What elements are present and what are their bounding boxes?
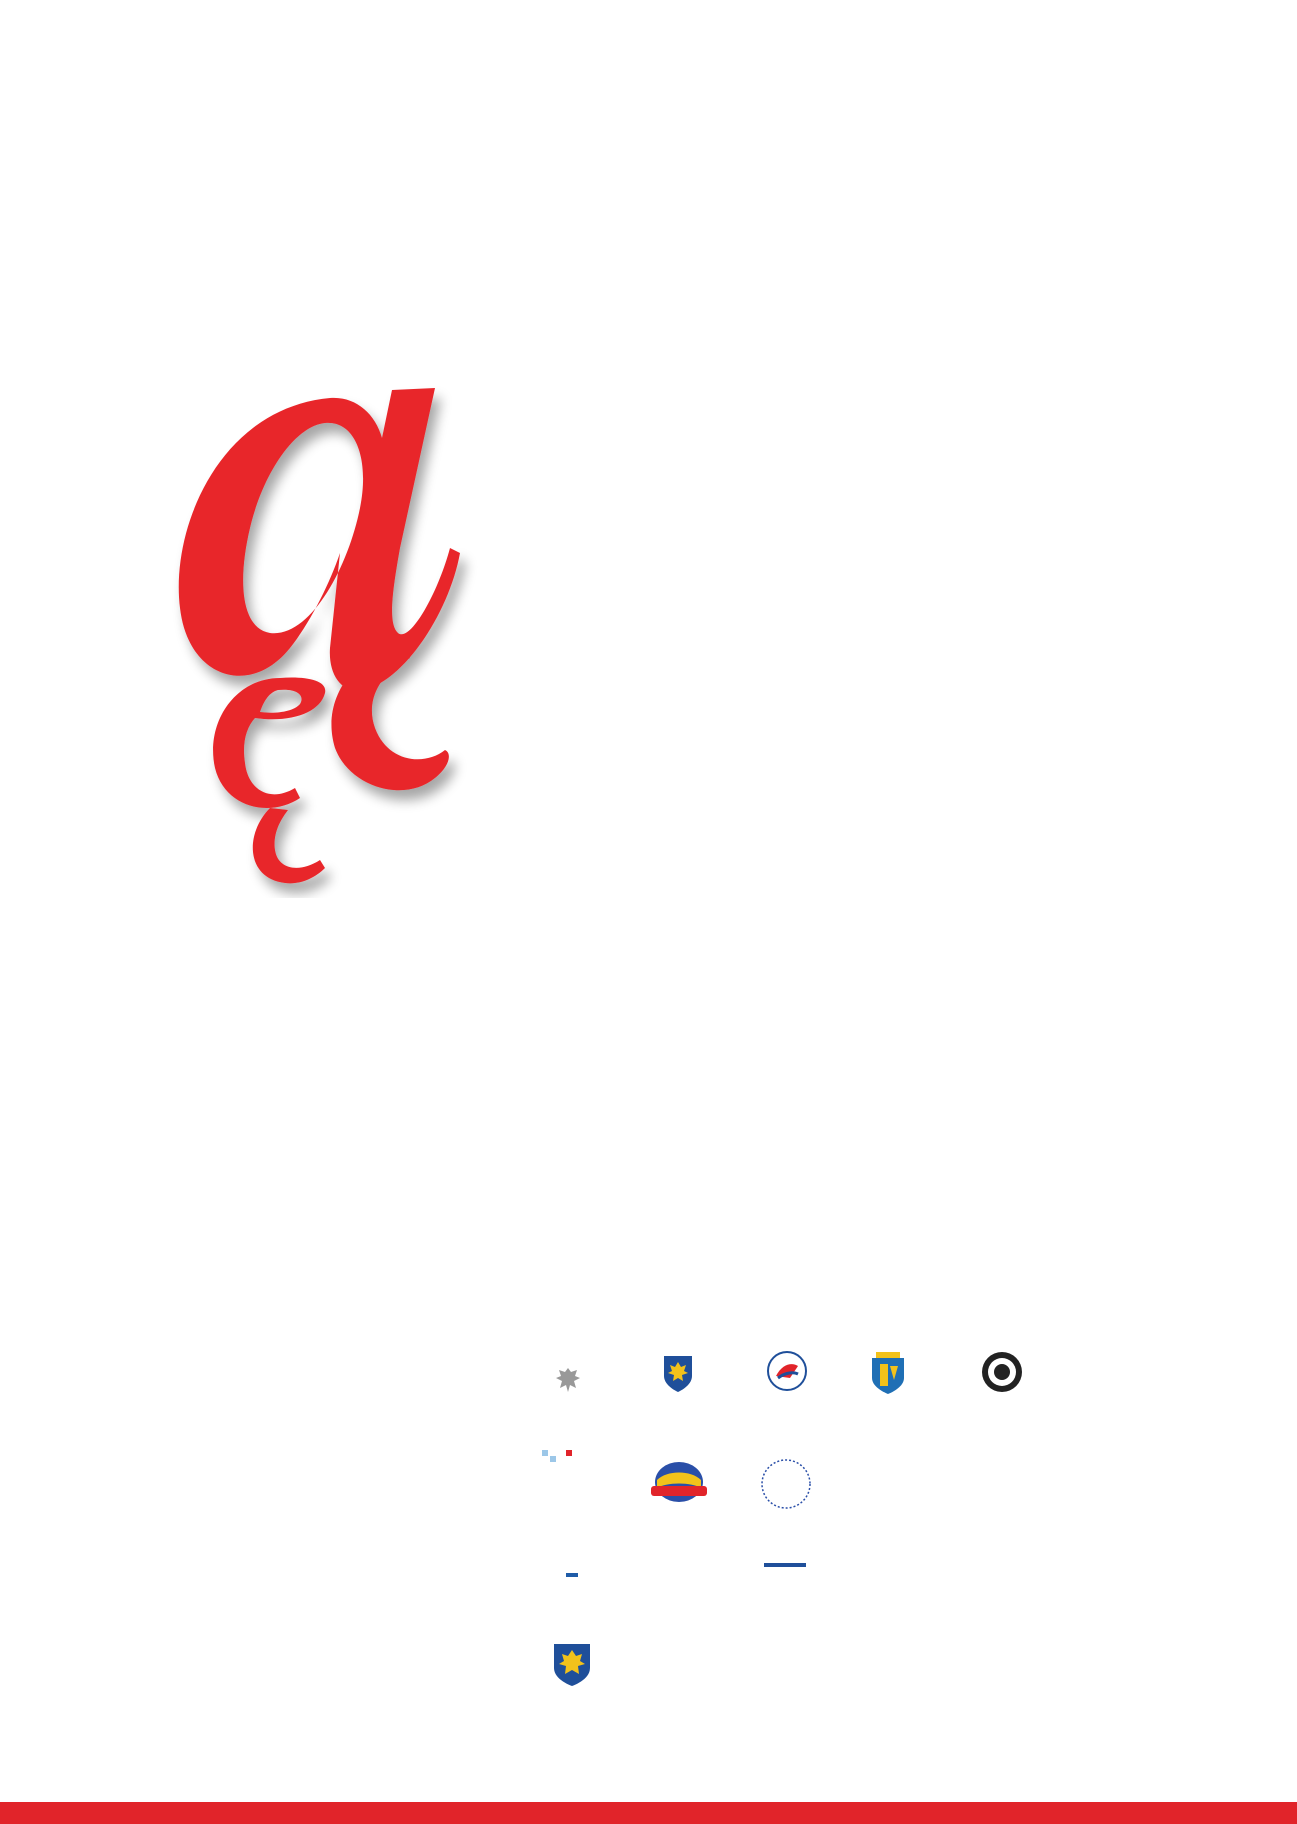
eagle-emblem-icon xyxy=(555,1366,581,1394)
ipk-logo-icon xyxy=(540,1448,598,1506)
anniversary-25-logo-icon xyxy=(760,1458,812,1510)
media-logo-tvp3 xyxy=(540,1564,604,1582)
ae-logo-icon xyxy=(160,378,560,898)
voivodeship-coat-of-arms-icon xyxy=(552,1642,592,1688)
honorary-logo-association xyxy=(737,1350,837,1397)
bristol-logo-icon xyxy=(647,1460,711,1508)
honorary-logo-voivode xyxy=(520,1366,615,1399)
honorary-logo-mayor xyxy=(838,1350,938,1401)
media-logo-nto xyxy=(650,1561,710,1579)
association-seal-icon xyxy=(766,1350,808,1392)
organizer-logo-25 xyxy=(758,1458,814,1515)
city-coat-of-arms-icon xyxy=(868,1350,908,1396)
organizer-logo-bristol xyxy=(646,1460,712,1513)
coat-of-arms-icon xyxy=(662,1354,694,1394)
honorary-logo-rector xyxy=(942,1350,1062,1399)
radio-opole-logo-icon xyxy=(764,1563,806,1567)
tvp3-logo-icon xyxy=(566,1573,578,1577)
bottom-accent-bar xyxy=(0,1802,1297,1824)
honorary-logo-marshal xyxy=(630,1354,725,1399)
university-seal-icon xyxy=(980,1350,1024,1394)
media-logo-radio-opole xyxy=(762,1554,808,1572)
organizer-logo-ipk xyxy=(540,1448,610,1511)
